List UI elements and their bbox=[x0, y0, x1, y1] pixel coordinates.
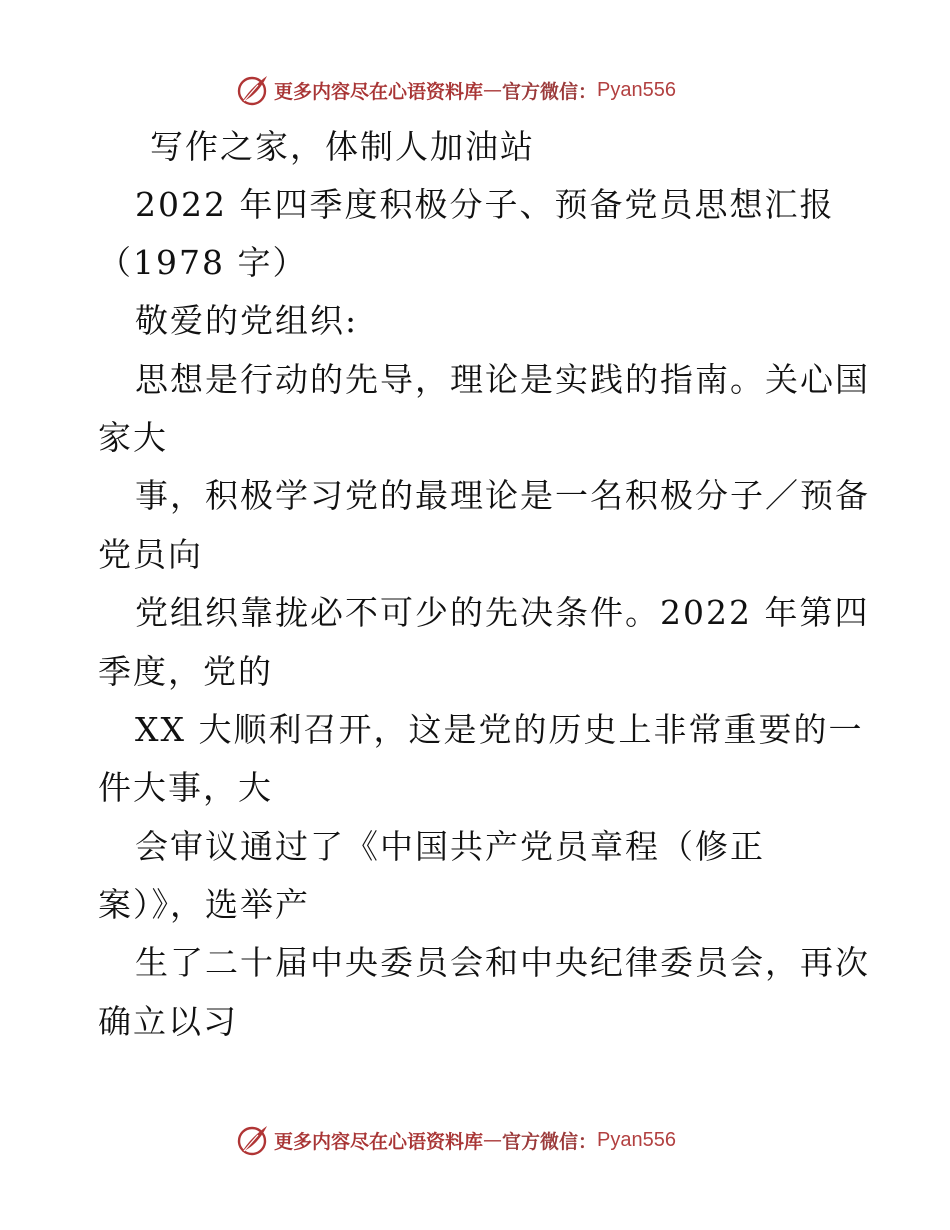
doc-line: 思想是行动的先导，理论是实践的指南。关心国 bbox=[135, 360, 870, 399]
header-watermark bbox=[234, 70, 676, 110]
doc-line: 写作之家，体制人加油站 bbox=[150, 127, 535, 166]
doc-line: XX 大顺利召开，这是党的历史上非常重要的一 bbox=[135, 710, 864, 749]
watermark-official-label: 官方微信： bbox=[502, 1130, 598, 1153]
watermark-text: 更多内容尽在心语资料库 bbox=[274, 1130, 484, 1153]
doc-line: 家大 bbox=[98, 418, 168, 457]
doc-line: 季度，党的 bbox=[98, 652, 273, 691]
doc-line: 生了二十届中央委员会和中央纪律委员会，再次 bbox=[135, 943, 870, 982]
doc-title: 2022 年四季度积极分子、预备党员思想汇报 bbox=[135, 185, 835, 224]
doc-line: （1978 字） bbox=[98, 243, 308, 282]
doc-line: 敬爱的党组织: bbox=[135, 301, 359, 340]
doc-line: 件大事，大 bbox=[98, 768, 273, 807]
doc-line: 事，积极学习党的最理论是一名积极分子／预备 bbox=[135, 476, 870, 515]
doc-line: 确立以习 bbox=[98, 1002, 238, 1041]
doc-line: 党员向 bbox=[98, 535, 203, 574]
watermark-separator: — bbox=[483, 79, 503, 101]
doc-line: 党组织靠拢必不可少的先决条件。2022 年第四 bbox=[135, 593, 870, 632]
watermark-wechat-id: Pyan556 bbox=[597, 1128, 676, 1151]
footer-watermark bbox=[234, 1120, 676, 1160]
watermark-text: 更多内容尽在心语资料库 bbox=[274, 80, 484, 103]
watermark-official-label: 官方微信： bbox=[502, 80, 598, 103]
doc-line: 案）》，选举产 bbox=[98, 885, 310, 924]
watermark-wechat-id: Pyan556 bbox=[597, 78, 676, 101]
watermark-separator: — bbox=[483, 1129, 503, 1151]
feather-pen-logo-icon bbox=[234, 72, 270, 108]
doc-line: 会审议通过了《中国共产党员章程（修正 bbox=[135, 827, 765, 866]
feather-pen-logo-icon bbox=[234, 1122, 270, 1158]
